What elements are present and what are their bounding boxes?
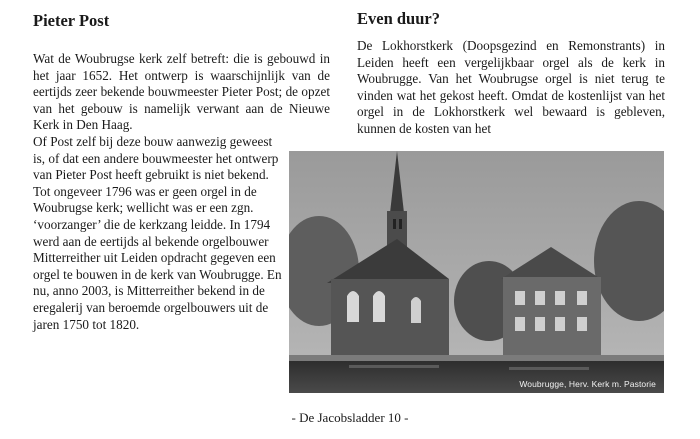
section-heading-pieter-post: Pieter Post	[33, 11, 110, 30]
paragraph-lokhorstkerk: De Lokhorstkerk (Doopsgezind en Remonstrants) in Leiden heeft een vergelijkbaar orgel als de kerk in Woubrugge. Van het Woubrugse orgel is niet terug te vinden wat het gekost heeft. Omdat de kostenlijst van het orgel in de Lokhorstkerk wel bewaard is gebleven, kunnen de kosten van het	[357, 38, 665, 136]
section-heading-even-duur: Even duur?	[357, 9, 440, 28]
church-photo-illustration	[289, 151, 664, 393]
church-photo	[289, 151, 664, 393]
paragraph-church-origin: Wat de Woubrugse kerk zelf betreft: die is gebouwd in het jaar 1652. Het ontwerp is waarschijnlijk van de eertijds zeer bekende bouwmeester Pieter Post; de opzet van het gebouw is namelijk verwant aan de Nieuwe Kerk in Den Haag.	[33, 51, 330, 133]
photo-caption: Woubrugge, Herv. Kerk m. Pastorie	[519, 379, 656, 389]
page-footer: - De Jacobsladder 10 -	[291, 410, 409, 425]
paragraph-organ-history: Of Post zelf bij deze bouw aanwezig geweest is, of dat een andere bouwmeester het ontwerp van Pieter Post heeft gebruikt is niet bekend. Tot ongeveer 1796 was er geen orgel in de Woubrugse kerk; wellicht was er een zgn. ‘voorzanger’ die de kerkzang leidde. In 1794 werd aan de eertijds al bekende orgelbouwer Mitterreither uit Leiden opdracht gegeven een orgel te bouwen in de kerk van Woubrugge. En nu, anno 2003, is Mitterreither bekend in de eregalerij van beroemde orgelbouwers uit de jaren 1750 tot 1820.	[33, 134, 282, 332]
